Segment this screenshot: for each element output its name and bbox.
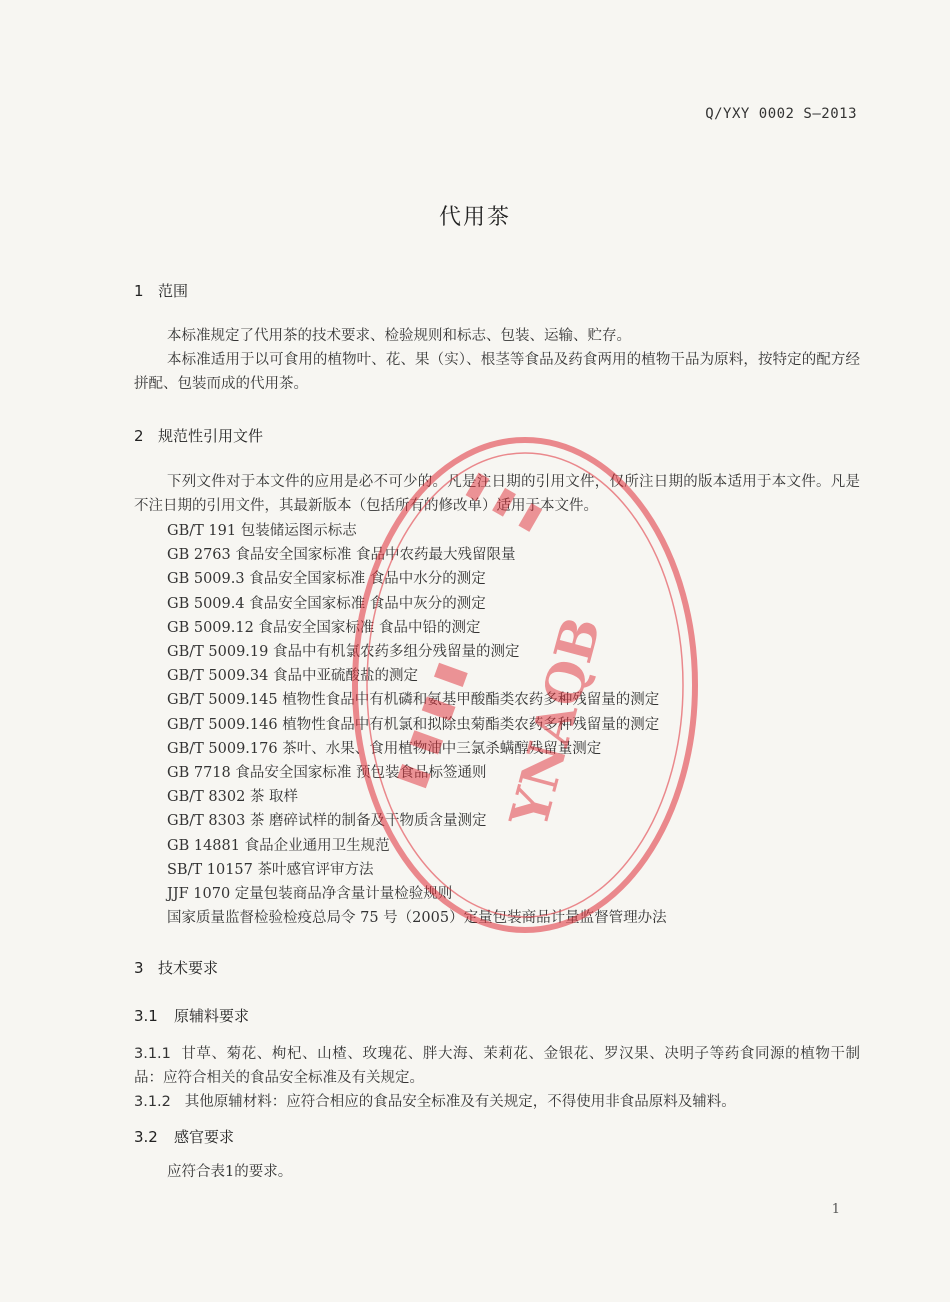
reference-item: GB/T 5009.34 食品中亚硫酸盐的测定: [167, 668, 418, 685]
svg-text:▮ ▮ ▮: ▮ ▮ ▮: [460, 463, 550, 538]
page-number: 1: [831, 1202, 840, 1217]
section-number: 3: [134, 959, 144, 977]
section-heading-scope: [134, 280, 188, 301]
section-number: 1: [134, 282, 144, 300]
reference-item: GB/T 5009.176 茶叶、水果、食用植物油中三氯杀螨醇残留量测定: [167, 740, 602, 757]
subsection-heading-sensory: [134, 1126, 234, 1147]
reference-item: GB/T 5009.146 植物性食品中有机氯和拟除虫菊酯类农药多种残留量的测定: [167, 716, 660, 733]
scope-paragraph-2: 本标准适用于以可食用的植物叶、花、果（实）、根茎等食品及药食两用的植物干品为原料，按特定的配方经拼配、包装而成的代用茶。: [134, 352, 860, 392]
subsection-title: 原辅料要求: [174, 1007, 250, 1025]
reference-item: GB/T 5009.145 植物性食品中有机磷和氨基甲酸酯类农药多种残留量的测定: [167, 692, 660, 709]
subsection-title: 感官要求: [174, 1128, 235, 1146]
scope-paragraph-1: 本标准规定了代用茶的技术要求、检验规则和标志、包装、运输、贮存。: [167, 328, 631, 344]
clause-text: 甘草、菊花、枸杞、山楂、玫瑰花、胖大海、茉莉花、金银花、罗汉果、决明子等药食同源的植物干制品：应符合相关的食品安全标准及有关规定。: [134, 1046, 861, 1086]
reference-item: GB/T 8303 茶 磨碎试样的制备及干物质含量测定: [167, 813, 487, 830]
document-code: Q/YXY 0002 S—2013: [705, 106, 857, 122]
clause-number: 3.1.2: [134, 1094, 171, 1110]
reference-item: GB/T 8302 茶 取样: [167, 789, 299, 806]
section-title: 规范性引用文件: [158, 427, 264, 445]
section-number: 2: [134, 427, 144, 445]
reference-item: GB 2763 食品安全国家标准 食品中农药最大残留限量: [167, 547, 516, 564]
subsection-heading-raw-materials: [134, 1005, 249, 1026]
reference-item: GB 14881 食品企业通用卫生规范: [167, 837, 390, 854]
reference-item: GB 7718 食品安全国家标准 预包装食品标签通则: [167, 765, 487, 782]
clause-3-1-2: [134, 1090, 860, 1114]
reference-item: GB/T 5009.19 食品中有机氯农药多组分残留量的测定: [167, 644, 520, 661]
section-title: 范围: [158, 282, 189, 300]
reference-item: GB 5009.4 食品安全国家标准 食品中灰分的测定: [167, 595, 486, 612]
svg-text:▮ ▮ ▮ ▮: ▮ ▮ ▮ ▮: [385, 655, 474, 794]
reference-item: JJF 1070 定量包装商品净含量计量检验规则: [167, 886, 453, 903]
reference-item: GB 5009.12 食品安全国家标准 食品中铅的测定: [167, 619, 481, 636]
document-title: 代用茶: [438, 205, 511, 230]
references-intro: 下列文件对于本文件的应用是必不可少的。凡是注日期的引用文件，仅所注日期的版本适用于本文件。凡是不注日期的引用文件，其最新版本（包括所有的修改单）适用于本文件。: [134, 474, 860, 514]
section-title: 技术要求: [158, 959, 219, 977]
clause-number: 3.1.1: [134, 1046, 171, 1062]
reference-item: SB/T 10157 茶叶感官评审方法: [167, 861, 374, 878]
reference-item: GB/T 191 包装储运图示标志: [167, 523, 357, 539]
section-heading-technical-requirements: [134, 957, 218, 978]
seal-latin-text: YNAQB: [498, 610, 614, 834]
sensory-paragraph: 应符合表1的要求。: [167, 1164, 293, 1180]
section-heading-normative-references: [134, 425, 263, 446]
reference-item: 国家质量监督检验检疫总局令 75 号（2005）定量包装商品计量监督管理办法: [167, 910, 667, 927]
reference-item: GB 5009.3 食品安全国家标准 食品中水分的测定: [167, 571, 486, 588]
subsection-number: 3.2: [134, 1128, 158, 1146]
clause-text: 其他原辅材料：应符合相应的食品安全标准及有关规定，不得使用非食品原料及辅料。: [184, 1094, 736, 1110]
reference-list: [167, 519, 667, 930]
clause-3-1-1: [134, 1042, 860, 1090]
subsection-number: 3.1: [134, 1007, 158, 1025]
